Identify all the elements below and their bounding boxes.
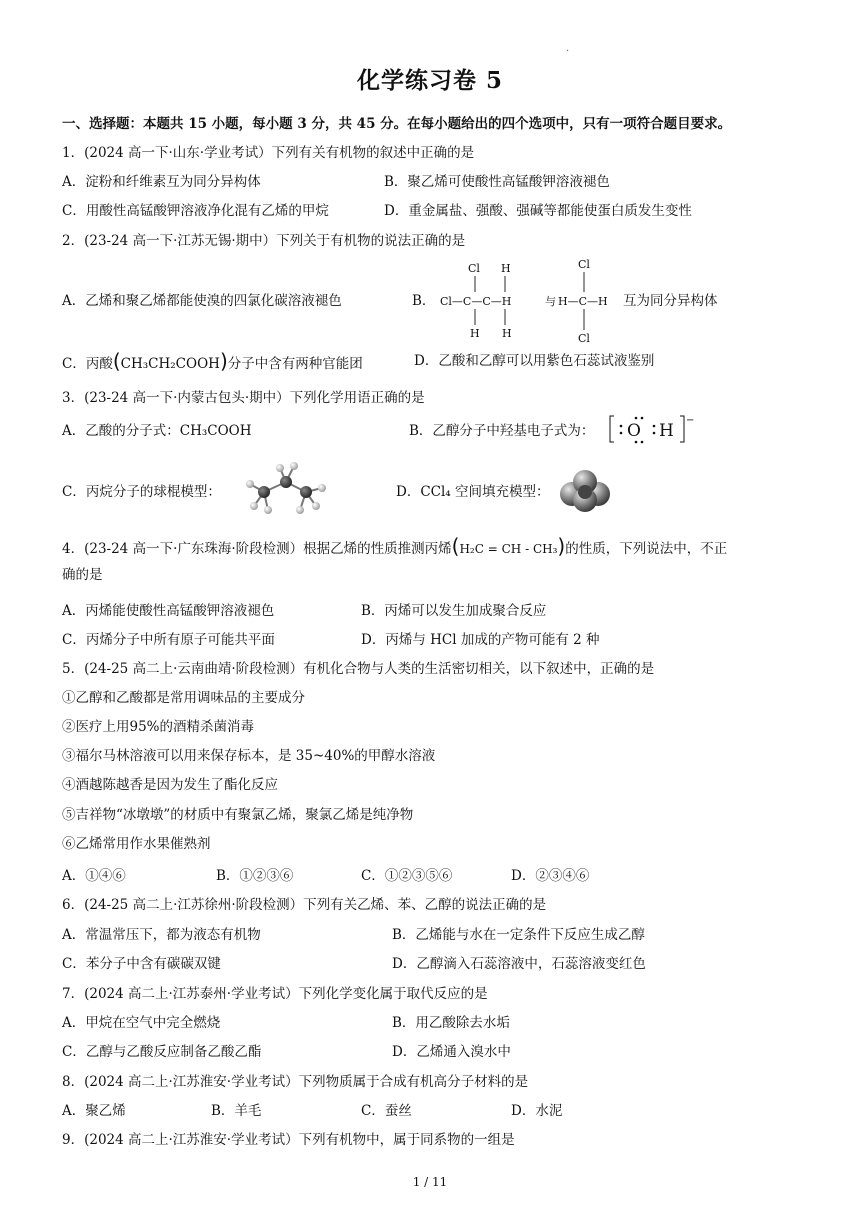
structural-formula xyxy=(438,258,628,344)
question-3-stem: 3．(23-24 高一下·内蒙古包头·期中）下列化学用语正确的是 xyxy=(62,390,425,406)
question-6-option-a: A．常温常压下，都为液态有机物 xyxy=(62,927,261,943)
question-6-stem: 6．(24-25 高二上·江苏徐州·阶段检测）下列有关乙烯、苯、乙醇的说法正确的是 xyxy=(62,897,547,913)
formula-right-chain: H—C—H xyxy=(558,295,608,308)
question-5-option-c: C．①②③⑤⑥ xyxy=(361,868,453,884)
page-number: 1 / 11 xyxy=(412,1175,448,1189)
question-5-item: ①乙醇和乙酸都是常用调味品的主要成分 xyxy=(62,690,305,706)
close-paren: ) xyxy=(557,534,566,558)
question-4-option-d: D．丙烯与 HCl 加成的产物可能有 2 种 xyxy=(361,632,600,648)
ccl4-space-filling-icon xyxy=(558,468,612,514)
svg-text:−: − xyxy=(686,415,694,426)
question-7-option-a: A．甲烷在空气中完全燃烧 xyxy=(62,1015,221,1031)
question-5-item: ③福尔马林溶液可以用来保存标本，是 35~40%的甲醇水溶液 xyxy=(62,748,436,764)
header-dot: · xyxy=(566,46,570,57)
formula-left-bottom-h1: H xyxy=(470,327,480,340)
question-7-option-d: D．乙烯通入溴水中 xyxy=(392,1044,511,1060)
question-2-option-d: D．乙酸和乙醇可以用紫色石蕊试液鉴别 xyxy=(414,353,655,369)
question-1-option-c: C．用酸性高锰酸钾溶液净化混有乙烯的甲烷 xyxy=(62,203,329,219)
propanoic-acid-formula: CH₃CH₂COOH xyxy=(120,356,220,372)
question-8-option-a: A．聚乙烯 xyxy=(62,1103,126,1119)
question-7-stem: 7．(2024 高二上·江苏泰州·学业考试）下列化学变化属于取代反应的是 xyxy=(62,986,488,1002)
question-8-stem: 8．(2024 高二上·江苏淮安·学业考试）下列物质属于合成有机高分子材料的是 xyxy=(62,1074,529,1090)
question-9-stem: 9．(2024 高二上·江苏淮安·学业考试）下列有机物中，属于同系物的一组是 xyxy=(62,1132,515,1148)
formula-left-top-cl: Cl xyxy=(468,262,480,275)
formula-left-bottom-h2: H xyxy=(502,327,512,340)
question-1-option-a: A．淀粉和纤维素互为同分异构体 xyxy=(62,174,261,190)
question-5-item: ⑥乙烯常用作水果催熟剂 xyxy=(62,836,211,852)
formula-left-chain: Cl—C—C—H xyxy=(440,295,512,308)
question-3-option-d: D．CCl₄ 空间填充模型： xyxy=(396,484,550,500)
question-6-option-d: D．乙醇滴入石蕊溶液中，石蕊溶液变红色 xyxy=(392,956,646,972)
question-3-option-c: C．丙烷分子的球棍模型： xyxy=(62,484,221,500)
question-4-option-b: B．丙烯可以发生加成聚合反应 xyxy=(361,603,547,619)
formula-left-top-h: H xyxy=(501,262,511,275)
question-6-option-c: C．苯分子中含有碳碳双键 xyxy=(62,956,221,972)
section-heading: 一、选择题：本题共 15 小题，每小题 3 分，共 45 分。在每小题给出的四个选项中，只有一项符合题目要求。 xyxy=(62,116,732,132)
q4-stem-suffix: 的性质，下列说法中，不正 xyxy=(565,541,728,557)
question-2-stem: 2．(23-24 高一下·江苏无锡·期中）下列关于有机物的说法正确的是 xyxy=(62,233,466,249)
question-3-option-a: A．乙酸的分子式：CH₃COOH xyxy=(62,423,252,439)
question-3-option-b: B．乙醇分子中羟基电子式为： xyxy=(409,423,595,439)
svg-text:O: O xyxy=(627,421,641,441)
svg-text:H: H xyxy=(659,421,674,441)
page-title: 化学练习卷 5 xyxy=(356,67,503,94)
q4-stem-prefix: 4．(23-24 高一下·广东珠海·阶段检测）根据乙烯的性质推测丙烯 xyxy=(62,541,452,557)
question-2-option-b-suffix: 互为同分异构体 xyxy=(623,293,718,309)
question-6-option-b: B．乙烯能与水在一定条件下反应生成乙醇 xyxy=(392,927,645,943)
question-2-option-c xyxy=(62,351,363,374)
question-5-item: ④酒越陈越香是因为发生了酯化反应 xyxy=(62,777,278,793)
question-5-stem: 5．(24-25 高二上·云南曲靖·阶段检测）有机化合物与人类的生活密切相关，以下叙述中，正确的是 xyxy=(62,661,655,677)
question-7-option-c: C．乙醇与乙酸反应制备乙酸乙酯 xyxy=(62,1044,262,1060)
propane-ball-stick-icon xyxy=(240,458,332,520)
option-c-suffix: 分子中含有两种官能团 xyxy=(227,356,363,372)
question-5-option-d: D．②③④⑥ xyxy=(511,868,590,884)
option-c-prefix: C．丙酸 xyxy=(62,356,113,372)
close-paren: ) xyxy=(219,349,228,373)
question-8-option-c: C．蚕丝 xyxy=(361,1103,412,1119)
question-5-option-b: B．①②③⑥ xyxy=(216,868,294,884)
question-5-item: ⑤吉祥物“冰墩墩”的材质中有聚氯乙烯，聚氯乙烯是纯净物 xyxy=(62,807,414,823)
formula-join: 与 xyxy=(545,295,556,308)
question-8-option-b: B．羊毛 xyxy=(211,1103,262,1119)
formula-right-top-cl: Cl xyxy=(578,258,590,271)
question-5-option-a: A．①④⑥ xyxy=(62,868,126,884)
question-1-option-b: B．聚乙烯可使酸性高锰酸钾溶液褪色 xyxy=(384,174,610,190)
question-4-stem xyxy=(62,536,727,559)
question-4-stem-line2: 确的是 xyxy=(62,567,103,583)
question-2-option-a: A．乙烯和聚乙烯都能使溴的四氯化碳溶液褪色 xyxy=(62,293,342,309)
open-paren: ( xyxy=(112,349,121,373)
question-7-option-b: B．用乙酸除去水垢 xyxy=(392,1015,510,1031)
question-8-option-d: D．水泥 xyxy=(511,1103,563,1119)
question-5-item: ②医疗上用95%的酒精杀菌消毒 xyxy=(62,719,255,735)
question-2-option-b-prefix: B． xyxy=(412,293,436,309)
question-1-stem: 1．(2024 高一下·山东·学业考试）下列有关有机物的叙述中正确的是 xyxy=(62,145,475,161)
propylene-formula: H₂C = CH - CH₃ xyxy=(459,542,558,556)
hydroxyl-electron-formula xyxy=(608,412,694,448)
open-paren: ( xyxy=(451,534,460,558)
question-4-option-a: A．丙烯能使酸性高锰酸钾溶液褪色 xyxy=(62,603,275,619)
formula-right-bottom-cl: Cl xyxy=(578,332,590,344)
question-4-option-c: C．丙烯分子中所有原子可能共平面 xyxy=(62,632,275,648)
question-1-option-d: D．重金属盐、强酸、强碱等都能使蛋白质发生变性 xyxy=(384,203,692,219)
